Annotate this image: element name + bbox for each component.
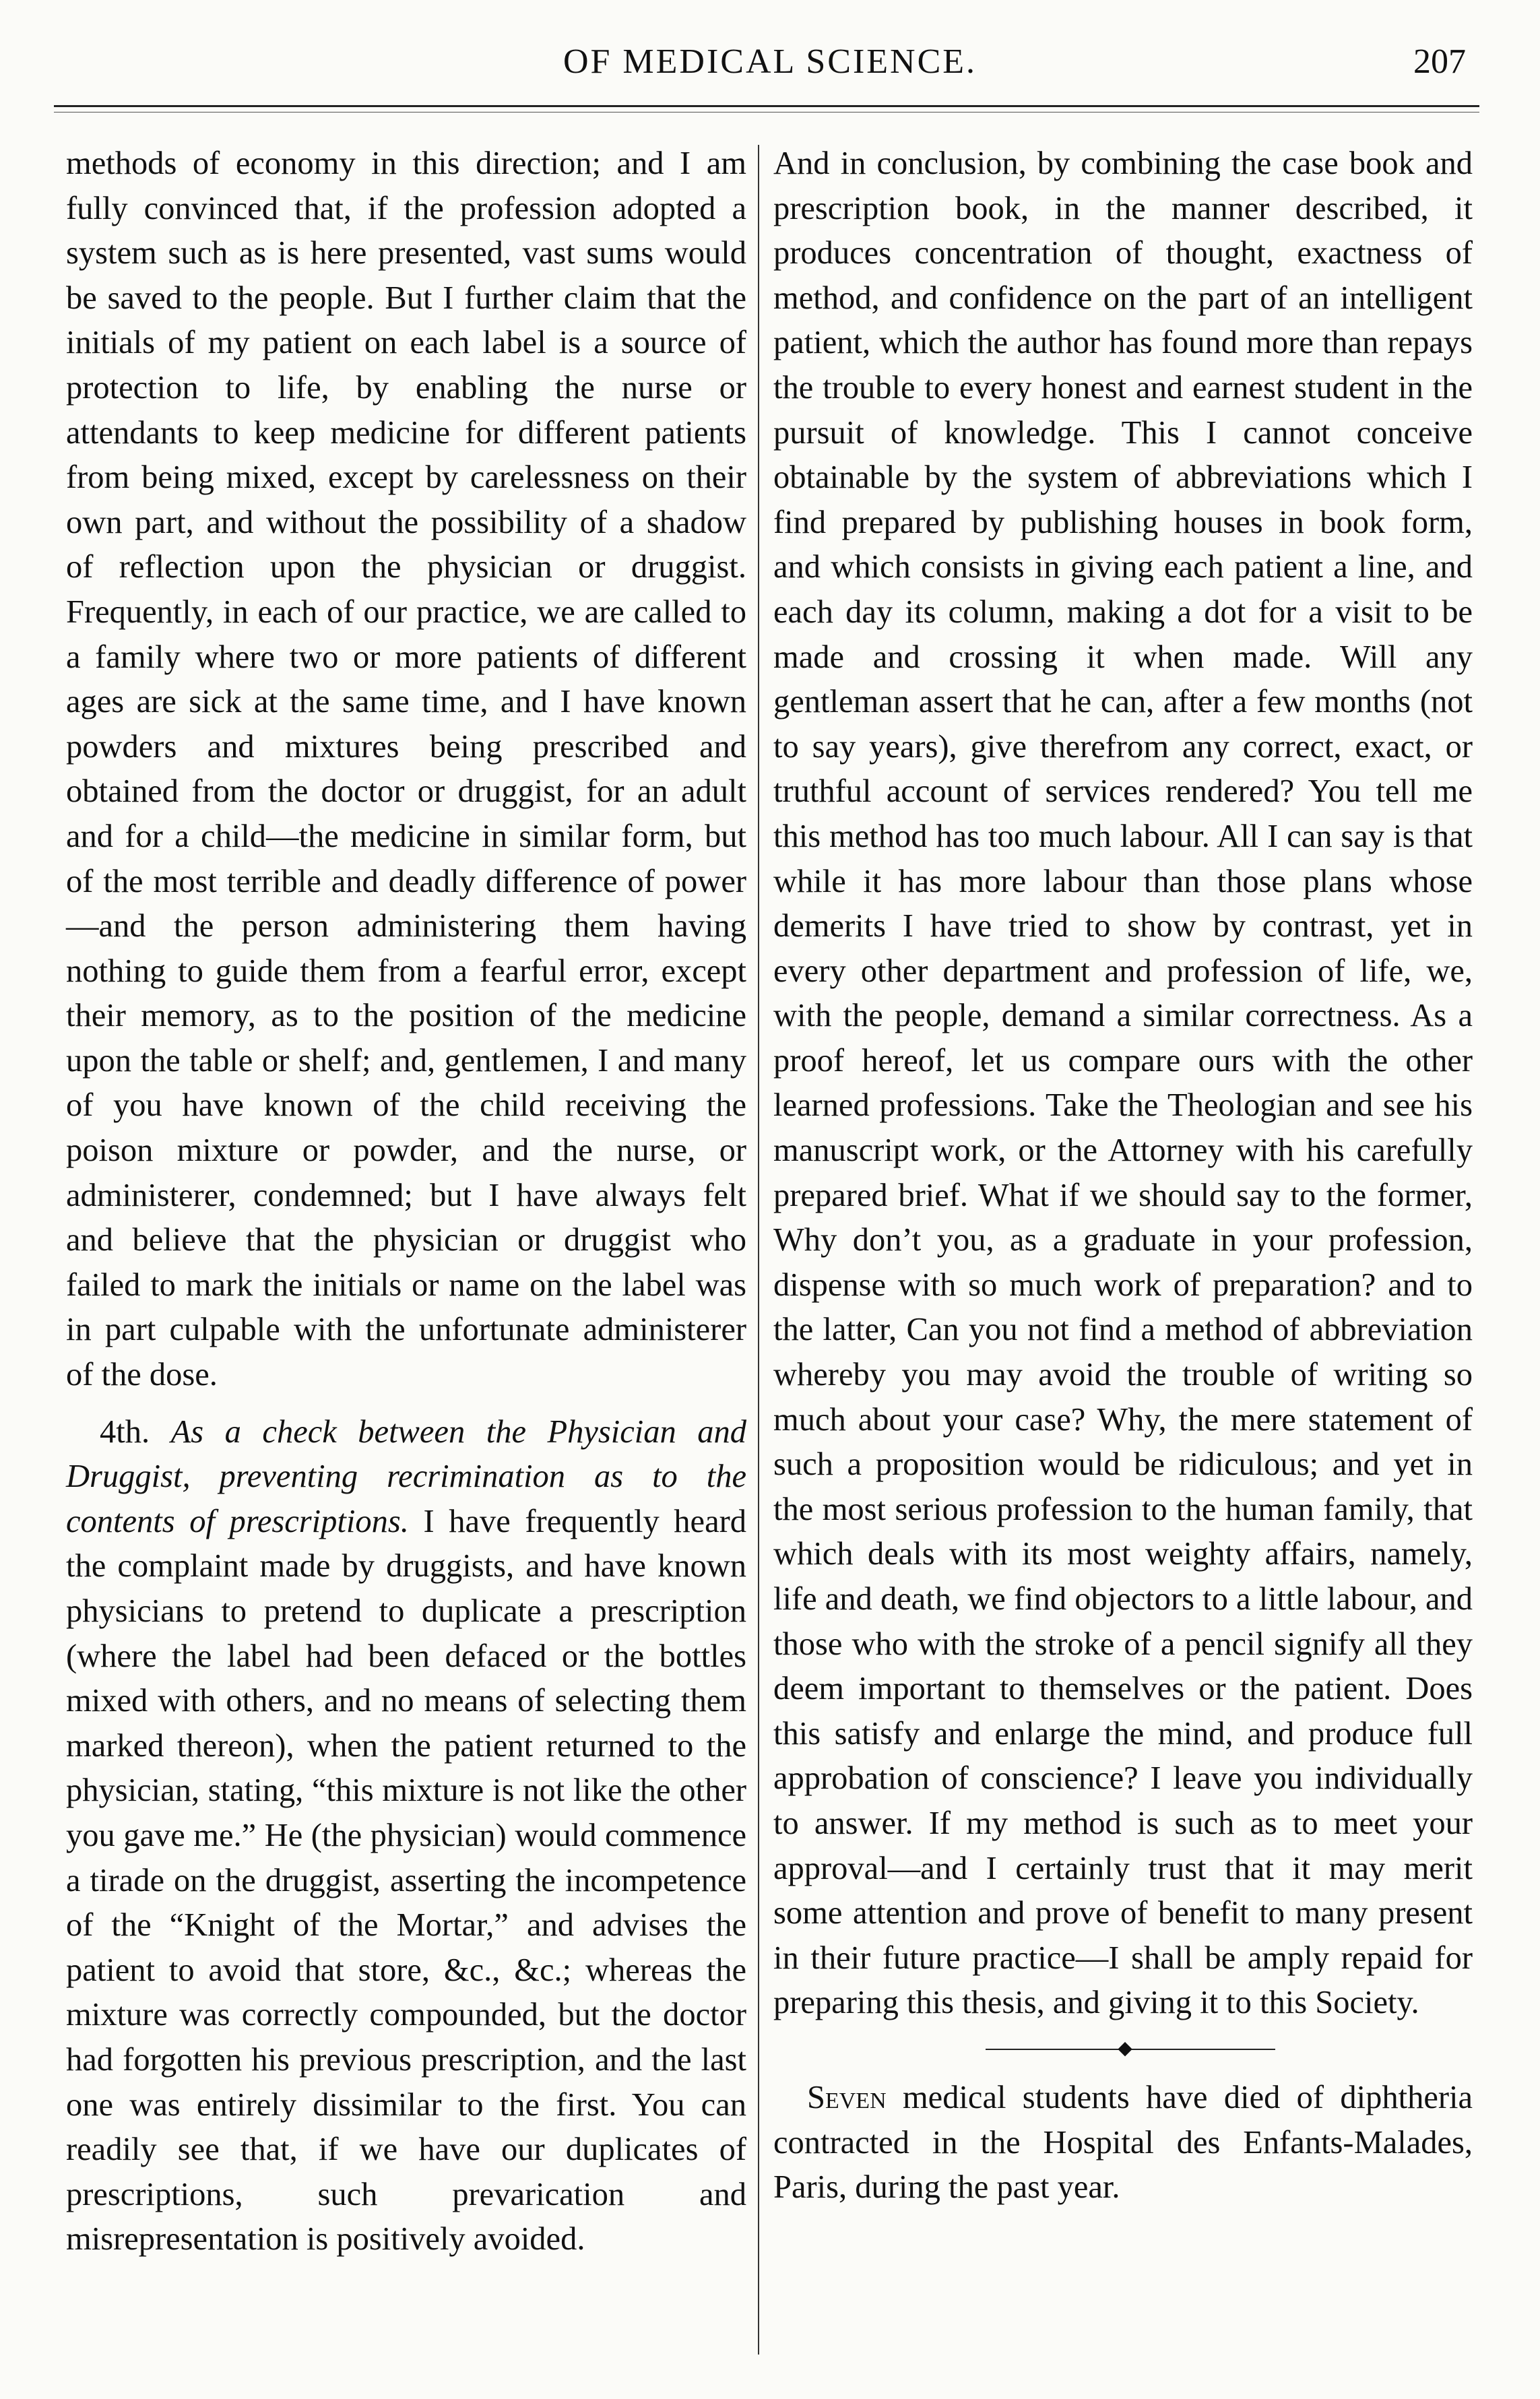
page-header bbox=[0, 0, 1540, 108]
column-divider bbox=[758, 145, 759, 2355]
news-note-body: medical students have died of diphtheria contracted in the Hospital des Enfants-Malades, Paris, during the past year. bbox=[773, 2079, 1473, 2206]
section-number: 4th. bbox=[100, 1413, 150, 1450]
ornament-diamond-icon: ◆ bbox=[1118, 2037, 1132, 2059]
header-rule-thin bbox=[54, 112, 1479, 113]
news-note bbox=[773, 2076, 1473, 2210]
left-paragraph: methods of economy in this direction; and I am fully convinced that, if the profession adopted a system such as is here presented, vast sums would be saved to the people. But I further claim that the initials of my patient on each label is a source of protection to life, by enabling the nurse or attendants to keep medicine for different patients from being mixed, except by carelessness on their own part, and without the possibility of a shadow of reflection upon the physician or druggist. Frequently, in each of our practice, we are called to a family where two or more patients of different ages are sick at the same time, and I have known powders and mixtures being prescribed and obtained from the doctor or druggist, for an adult and for a child—the medicine in similar form, but of the most terrible and deadly difference of power—and the person administering them having nothing to guide them from a fearful error, except their memory, as to the position of the medicine upon the table or shelf; and, gentlemen, I and many of you have known of the child receiving the poison mixture or powder, and the nurse, or administerer, condemned; but I have always felt and believe that the physician or druggist who failed to mark the initials or name on the label was in part culpable with the unfortunate administerer of the dose. bbox=[66, 146, 746, 1393]
news-note-lead: Seven bbox=[807, 2079, 887, 2115]
right-paragraph: And in conclusion, by combining the case book and prescription book, in the manner described, it produces concentration of thought, exactness of method, and confidence on the part of an intelligent patient, which the author has found more than repays the trouble to every honest and earnest student in the pursuit of knowledge. This I cannot conceive obtainable by the system of abbreviations which I find prepared by publishing houses in book form, and which consists in giving each patient a line, and each day its column, making a dot for a visit to be made and crossing it when made. Will any gentleman assert that he can, after a few months (not to say years), give therefrom any correct, exact, or truthful account of services rendered? You tell me this method has too much labour. All I can say is that while it has more labour than those plans whose demerits I have tried to show by contrast, yet in every other department and profession of life, we, with the people, demand a similar correctness. As a proof hereof, let us compare ours with the other learned professions. Take the Theologian and see his manuscript work, or the Attorney with his carefully prepared brief. What if we should say to the former, Why don’t you, as a graduate in your profession, dispense with so much work of preparation? and to the latter, Can you not find a method of abbreviation whereby you may avoid the trouble of writing so much about your case? Why, the mere statement of such a proposition would be ridiculous; and yet in the most serious profession to the human family, that which deals with its most weighty affairs, namely, life and death, we find objectors to a little labour, and those who with the stroke of a pencil signify all they deem important to themselves or the patient. Does this satisfy and enlarge the mind, and produce full approbation of conscience? I leave you individually to answer. If my method is such as to meet your approval—and I certainly trust that it may merit some attention and prove of benefit to many present in their future practice—I shall be amply repaid for preparing this thesis, and giving it to this Society. bbox=[773, 146, 1473, 2021]
header-rule bbox=[54, 105, 1479, 107]
section-heading: As a check between the Physician and Druggist, preventing recrimination as to the contents of prescriptions. bbox=[66, 1413, 747, 1539]
ornament-divider bbox=[773, 2037, 1473, 2064]
left-column bbox=[66, 141, 746, 2262]
section-4-paragraph bbox=[66, 1410, 746, 2262]
running-title: OF MEDICAL SCIENCE. bbox=[563, 42, 977, 81]
page-number: 207 bbox=[1413, 42, 1466, 81]
section-body: I have frequently heard the complaint made by druggists, and have known physicians to pretend to duplicate a prescription (where the label had been defaced or the bottles mixed with others, and no means of selecting them marked thereon), when the patient returned to the physician, stating, “this mixture is not like the other you gave me.” He (the physician) would commence a tirade on the druggist, asserting the incompetence of the “Knight of the Mortar,” and advises the patient to avoid that store, &c., &c.; whereas the mixture was correctly compounded, but the doctor had forgotten his previous prescription, and the last one was entirely dissimilar to the first. You can readily see that, if we have our duplicates of prescriptions, such prevarication and misrepresentation is positively avoided. bbox=[66, 1503, 747, 2258]
right-column bbox=[773, 141, 1473, 2210]
